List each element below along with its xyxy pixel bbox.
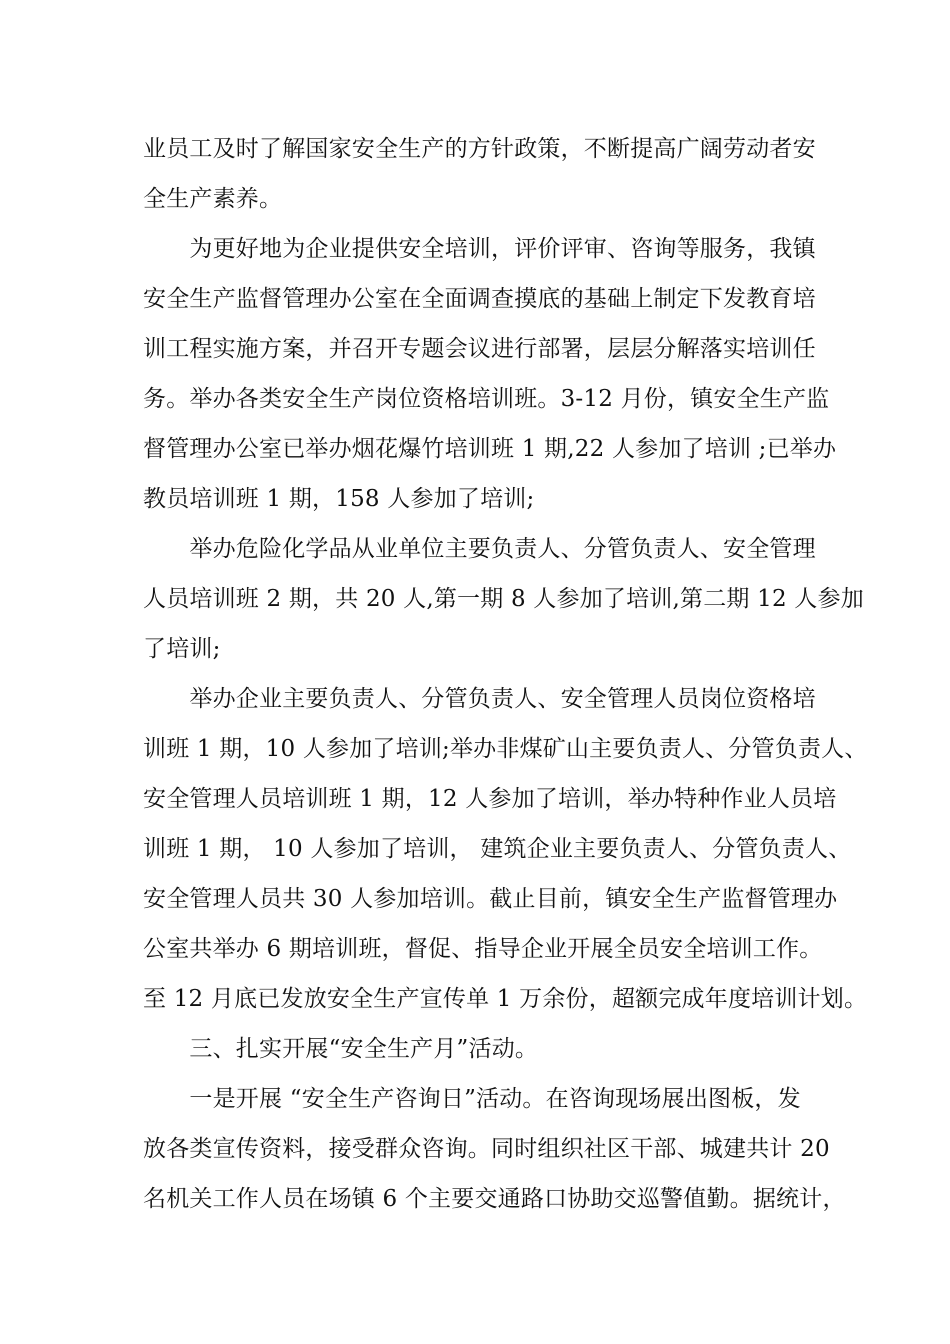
text-line-6: 务。举办各类安全生产岗位资格培训班。3-12 月份，镇安全生产监 bbox=[143, 386, 830, 412]
text-line-21: 放各类宣传资料，接受群众咨询。同时组织社区干部、城建共计 20 bbox=[143, 1136, 830, 1162]
text-line-11: 了培训; bbox=[143, 636, 221, 662]
text-line-3: 为更好地为企业提供安全培训，评价评审、咨询等服务，我镇 bbox=[143, 236, 816, 262]
text-line-2: 全生产素养。 bbox=[143, 186, 283, 212]
text-line-20: 一是开展 “安全生产咨询日”活动。在咨询现场展出图板，发 bbox=[143, 1086, 801, 1112]
text-line-12: 举办企业主要负责人、分管负责人、安全管理人员岗位资格培 bbox=[143, 686, 816, 712]
text-line-5: 训工程实施方案，并召开专题会议进行部署，层层分解落实培训任 bbox=[143, 336, 816, 362]
text-line-16: 安全管理人员共 30 人参加培训。截止目前，镇安全生产监督管理办 bbox=[143, 886, 838, 912]
text-line-19: 三、扎实开展“安全生产月”活动。 bbox=[143, 1036, 539, 1062]
text-line-7: 督管理办公室已举办烟花爆竹培训班 1 期,22 人参加了培训 ;已举办 bbox=[143, 436, 837, 462]
text-line-9: 举办危险化学品从业单位主要负责人、分管负责人、安全管理 bbox=[143, 536, 816, 562]
text-line-4: 安全生产监督管理办公室在全面调查摸底的基础上制定下发教育培 bbox=[143, 286, 816, 312]
text-line-1: 业员工及时了解国家安全生产的方针政策，不断提高广阔劳动者安 bbox=[143, 136, 816, 162]
text-line-13: 训班 1 期，10 人参加了培训;举办非煤矿山主要负责人、分管负责人、 bbox=[143, 736, 868, 762]
text-line-10: 人员培训班 2 期，共 20 人,第一期 8 人参加了培训,第二期 12 人参加 bbox=[143, 586, 864, 612]
text-line-17: 公室共举办 6 期培训班，督促、指导企业开展全员安全培训工作。 bbox=[143, 936, 823, 962]
text-line-15: 训班 1 期， 10 人参加了培训， 建筑企业主要负责人、分管负责人、 bbox=[143, 836, 852, 862]
text-line-14: 安全管理人员培训班 1 期，12 人参加了培训，举办特种作业人员培 bbox=[143, 786, 837, 812]
text-line-22: 名机关工作人员在场镇 6 个主要交通路口协助交巡警值勤。据统计， bbox=[143, 1186, 846, 1212]
text-line-8: 教员培训班 1 期，158 人参加了培训; bbox=[143, 486, 535, 512]
document-body bbox=[143, 124, 868, 1224]
text-line-18: 至 12 月底已发放安全生产宣传单 1 万余份，超额完成年度培训计划。 bbox=[143, 986, 868, 1012]
